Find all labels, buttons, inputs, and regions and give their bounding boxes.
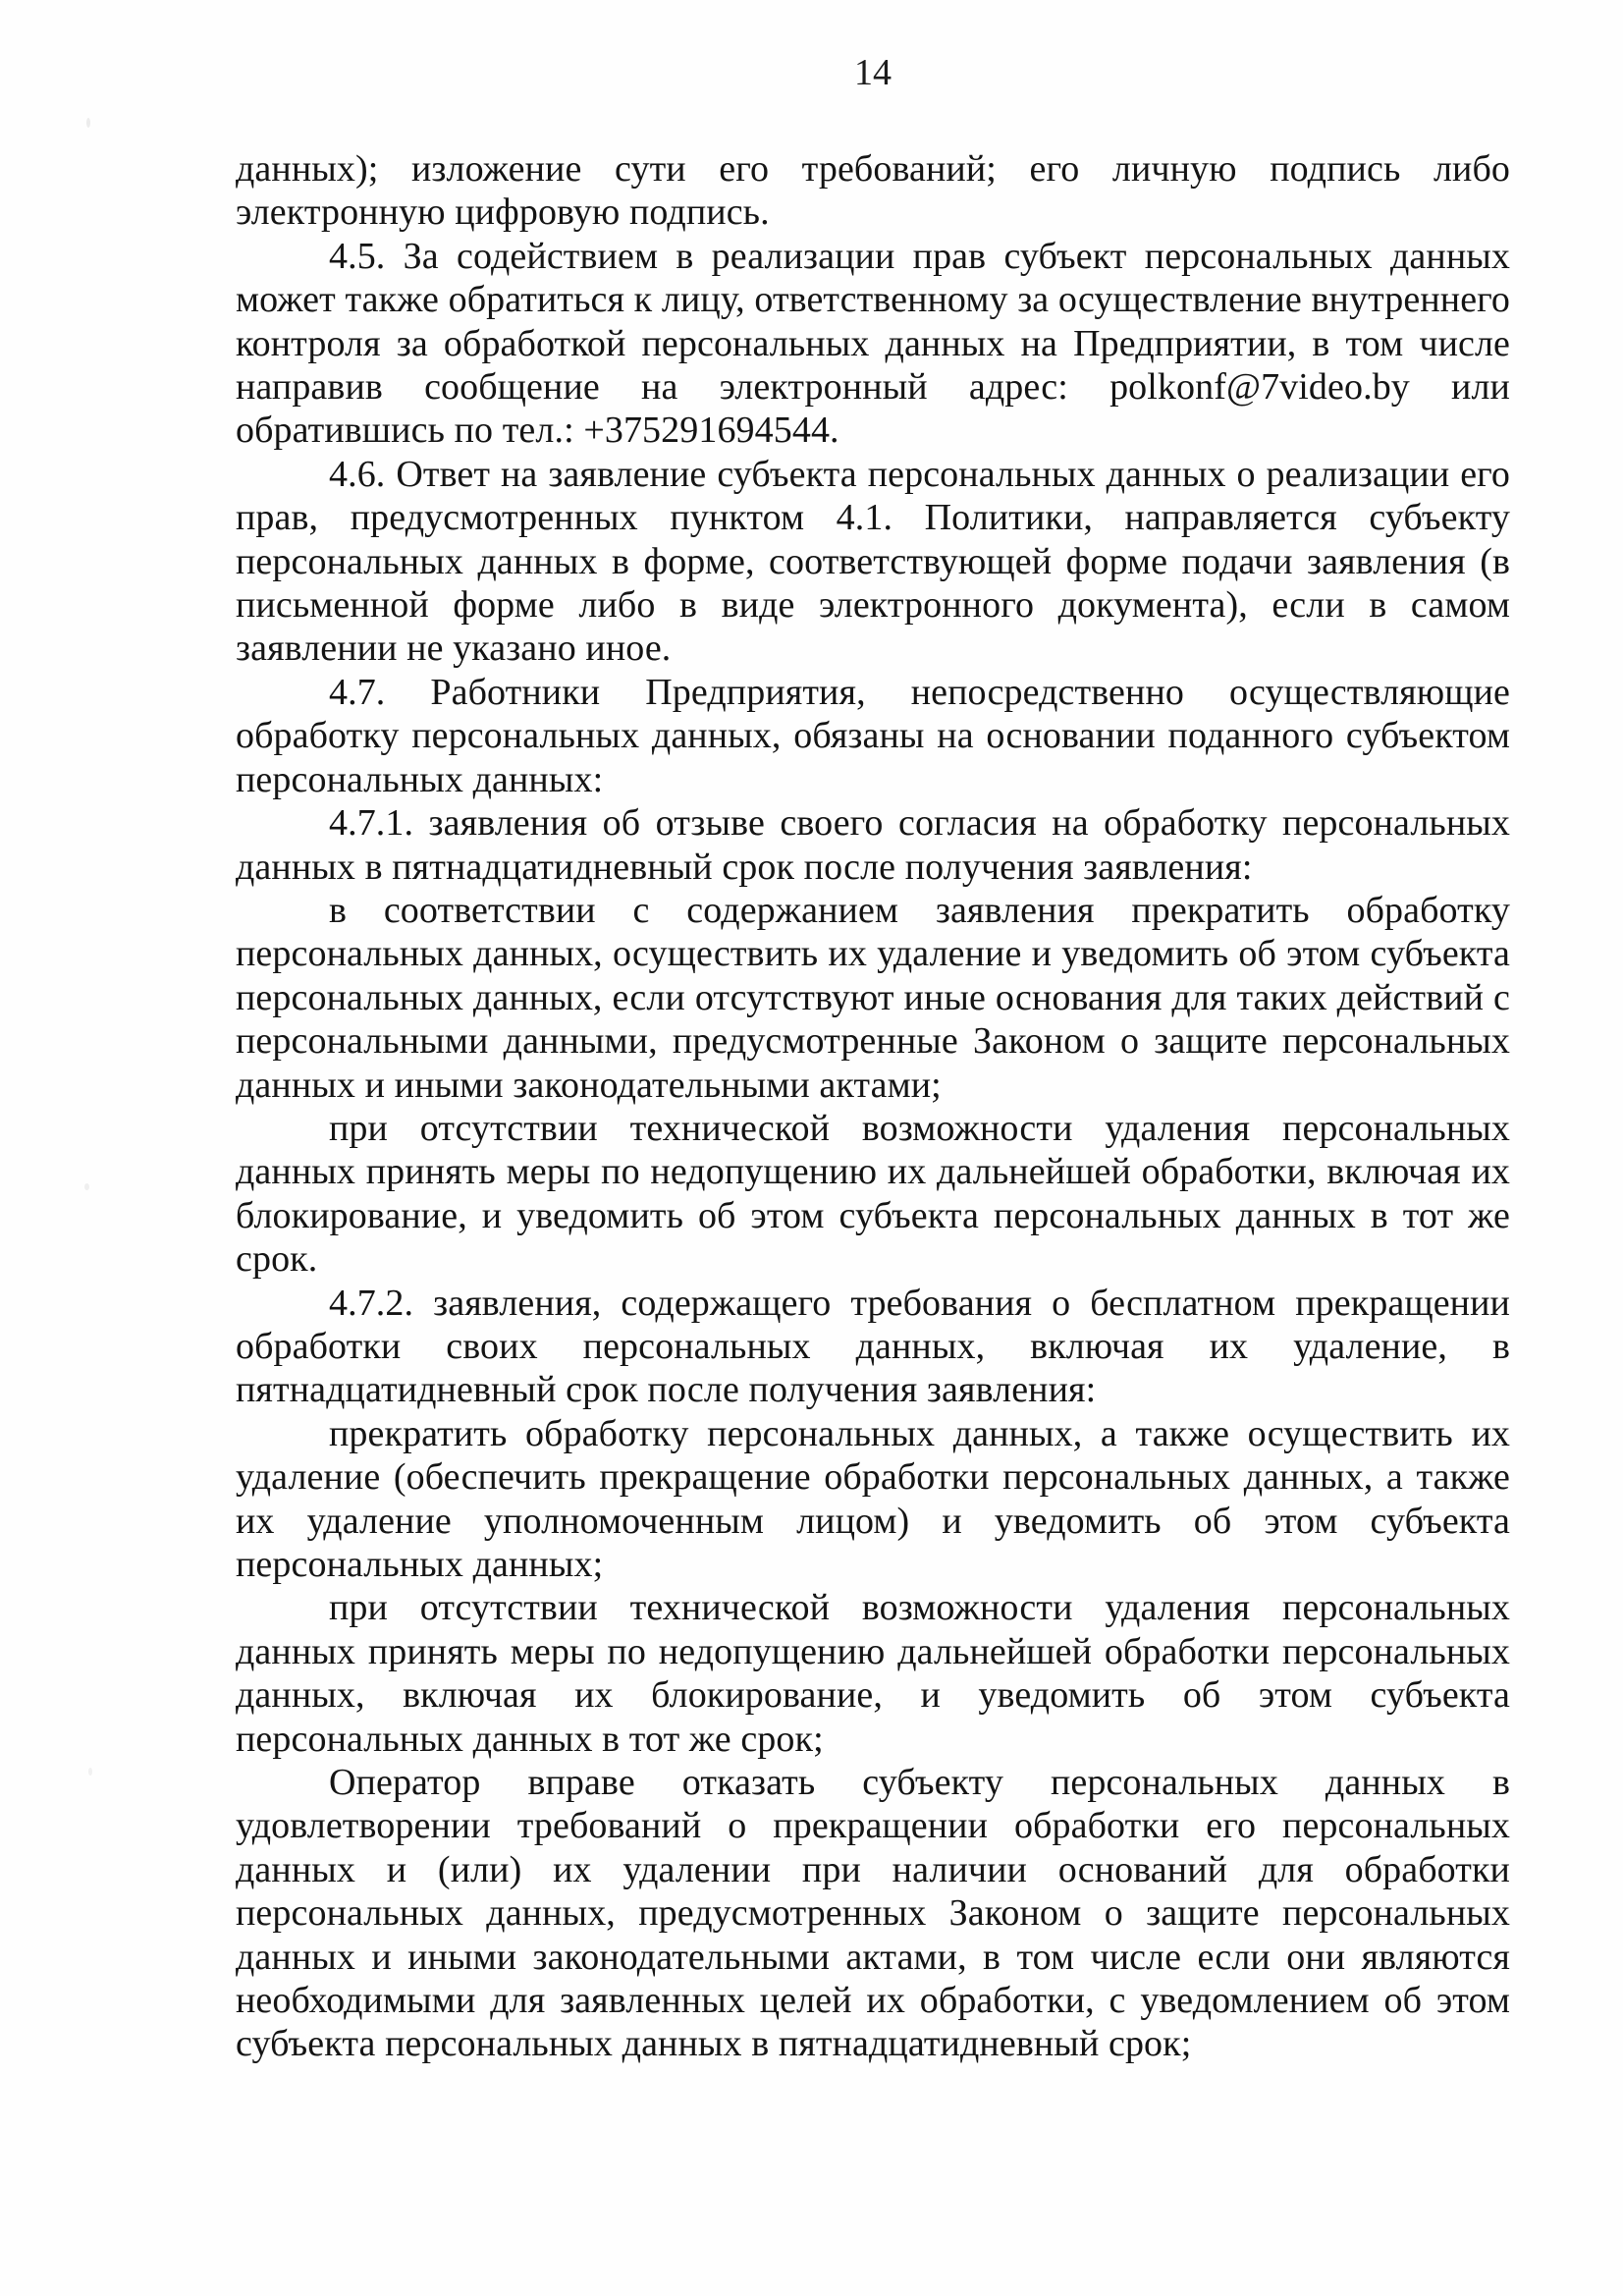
clause-4-7-1: 4.7.1. заявления об отзыве своего согласия на обработку персональных данных в пятнадцатидневный срок после получения заявления: (236, 802, 1510, 888)
clause-4-7-2: 4.7.2. заявления, содержащего требования о бесплатном прекращении обработки своих персональных данных, включая их удаление, в пятнадцатидневный срок после получения заявления: (236, 1282, 1510, 1411)
subclause-no-technical-possibility: при отсутствии технической возможности удаления персональных данных принять меры по недопущению их дальнейшей обработки, включая их блокирование, и уведомить об этом субъекта персональных данных в тот же срок. (236, 1107, 1510, 1281)
page-number: 14 (854, 52, 892, 93)
subclause-no-technical-possibility-blocking: при отсутствии технической возможности удаления персональных данных принять меры по недопущению дальнейшей обработки персональных данных, включая их блокирование, и уведомить об этом субъекта персональных данных в тот же срок; (236, 1587, 1510, 1760)
clause-4-5: 4.5. За содействием в реализации прав субъект персональных данных может также обратиться к лицу, ответственному за осуществление внутреннего контроля за обработкой персональных данных на Предприятии, в том числе направив сообщение на электронный адрес: polkonf@7video.by или обратившись по тел.: +375291694544. (236, 235, 1510, 452)
scan-artifact (88, 1768, 92, 1776)
subclause-stop-processing: в соответствии с содержанием заявления прекратить обработку персональных данных, осуществить их удаление и уведомить об этом субъекта персональных данных, если отсутствуют иные основания для таких действий с персональными данными, предусмотренные Законом о защите персональных данных и иными законодательными актами; (236, 889, 1510, 1106)
scan-artifact (84, 1183, 89, 1190)
scan-artifact (86, 118, 90, 128)
clause-4-6: 4.6. Ответ на заявление субъекта персональных данных о реализации его прав, предусмотренных пунктом 4.1. Политики, направляется субъекту персональных данных в форме, соответствующей форме подачи заявления (в письменной форме либо в виде электронного документа), если в самом заявлении не указано иное. (236, 453, 1510, 670)
subclause-stop-and-delete: прекратить обработку персональных данных, а также осуществить их удаление (обеспечить прекращение обработки персональных данных, а также их удаление уполномоченным лицом) и уведомить об этом субъекта персональных данных; (236, 1412, 1510, 1585)
paragraph-continuation: данных); изложение сути его требований; его личную подпись либо электронную цифровую подпись. (236, 148, 1510, 234)
document-body (236, 147, 1510, 2066)
paragraph-operator-refusal-right: Оператор вправе отказать субъекту персональных данных в удовлетворении требований о прекращении обработки его персональных данных и (или) их удалении при наличии оснований для обработки персональных данных, предусмотренных Законом о защите персональных данных и иными законодательными актами, в том числе если они являются необходимыми для заявленных целей их обработки, с уведомлением об этом субъекта персональных данных в пятнадцатидневный срок; (236, 1762, 1510, 2065)
clause-4-7: 4.7. Работники Предприятия, непосредственно осуществляющие обработку персональных данных, обязаны на основании поданного субъектом персональных данных: (236, 671, 1510, 800)
